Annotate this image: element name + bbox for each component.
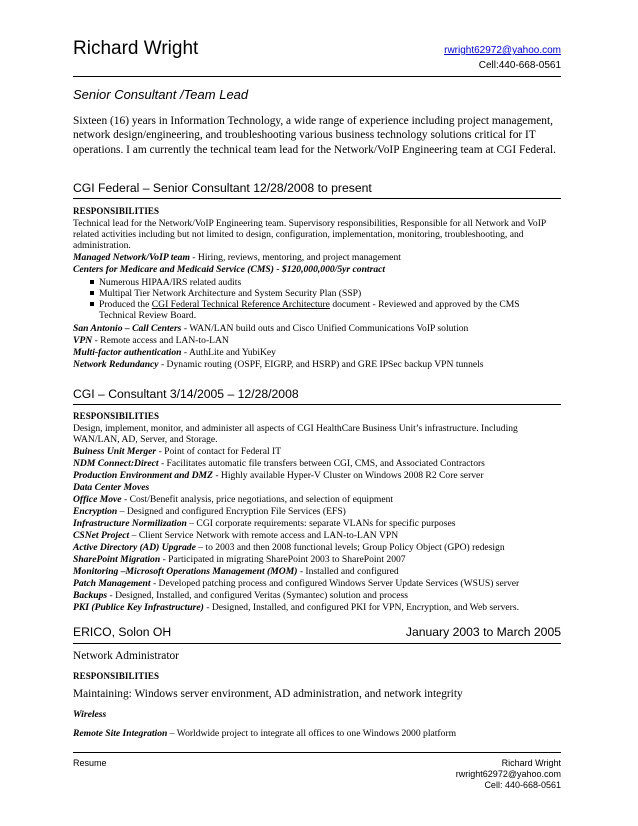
bullet-text: Numerous HIPAA/IRS related audits (99, 277, 242, 288)
job2-item-text: – to 2003 and then 2008 functional levels; Group Policy Object (GPO) redesign (195, 542, 505, 553)
job2-responsibilities-label: RESPONSIBILITIES (73, 411, 160, 421)
job2-item (73, 446, 563, 457)
job2-item (73, 542, 563, 553)
managed-team-label: Managed Network/VoIP team (73, 252, 190, 263)
job2-item (73, 578, 563, 589)
job2-item (73, 458, 563, 469)
job2-item-text: - Highly available Hyper-V Cluster on Windows 2008 R2 Core server (212, 470, 484, 481)
job2-item (73, 554, 563, 565)
job1-cms-contract: Centers for Medicare and Medicaid Service (CMS) - $120,000,000/5yr contract (73, 264, 386, 275)
job2-item-label: Patch Management (73, 578, 151, 589)
job-title: Senior Consultant /Team Lead (73, 87, 249, 102)
job2-item (73, 494, 563, 505)
header-divider (73, 76, 561, 77)
job2-item-text: - Point of contact for Federal IT (156, 446, 282, 457)
job2-item-label: SharePoint Migration (73, 554, 161, 565)
job1-mfa (73, 347, 563, 358)
job2-item-text: - Participated in migrating SharePoint 2003 to SharePoint 2007 (160, 554, 406, 565)
job2-heading: CGI – Consultant 3/14/2005 – 12/28/2008 (73, 387, 299, 401)
job1-vpn (73, 335, 563, 346)
job2-item (73, 590, 563, 601)
job3-wireless: Wireless (73, 709, 107, 720)
professional-summary: Sixteen (16) years in Information Technology, a wide range of experience including project management, network design/engineering, and troubleshooting various business technology solutions critical for IT operations. I am currently the technical team lead for the Network/VoIP Engineering team at CGI Federal. (73, 115, 556, 156)
job3-divider (73, 643, 561, 644)
remote-site-label: Remote Site Integration (73, 728, 168, 739)
vpn-text: - Remote access and LAN-to-LAN (92, 335, 229, 346)
candidate-name: Richard Wright (73, 38, 199, 59)
job2-item-label: NDM Connect:Direct (73, 458, 159, 469)
job2-item-text: - Facilitates automatic file transfers between CGI, CMS, and Associated Contractors (158, 458, 485, 469)
bullet-text: Produced the (99, 299, 152, 310)
footer-resume-label: Resume (73, 758, 107, 768)
job2-item-text: – Client Service Network with remote access and LAN-to-LAN VPN (129, 530, 399, 541)
job1-san-antonio (73, 323, 563, 334)
job3-company: ERICO, Solon OH (73, 625, 172, 639)
job1-network-redundancy (73, 359, 563, 370)
job1-responsibilities-label: RESPONSIBILITIES (73, 206, 160, 216)
job2-item-text: - Designed, Installed, and configured PKI for VPN, Encryption, and Web servers. (203, 602, 519, 613)
header-email-link[interactable]: rwright62972@yahoo.com (444, 45, 561, 56)
reference-architecture-link[interactable]: CGI Federal Technical Reference Architecture (151, 299, 330, 310)
bullet-item (73, 288, 543, 299)
job1-heading: CGI Federal – Senior Consultant 12/28/2008 to present (73, 181, 372, 195)
san-antonio-text: - WAN/LAN build outs and Cisco Unified Communications VoIP solution (181, 323, 469, 334)
job2-item (73, 518, 563, 529)
job2-item-label: Backups (73, 590, 108, 601)
job2-item (73, 566, 563, 577)
footer-email: rwright62972@yahoo.com (455, 769, 561, 779)
job2-item-label: Data Center Moves (73, 482, 150, 493)
footer-divider (73, 752, 561, 753)
job2-item-label: Encryption (73, 506, 118, 517)
bullet-item (73, 277, 543, 288)
footer-cell: Cell: 440-668-0561 (484, 780, 561, 790)
job1-divider (73, 198, 561, 199)
job2-item-text: - Designed, Installed, and configured Veritas (Symantec) solution and process (107, 590, 409, 601)
job3-dates: January 2003 to March 2005 (405, 625, 561, 639)
job2-item-label: PKI (Publice Key Infrastructure) (73, 602, 204, 613)
remote-site-text: – Worldwide project to integrate all offices to one Windows 2000 platform (167, 728, 457, 739)
job2-item (73, 506, 563, 517)
job2-item-label: Monitoring –Microsoft Operations Management (MOM) (73, 566, 298, 577)
job3-responsibilities-label: RESPONSIBILITIES (73, 671, 160, 681)
job1-responsibilities-text: Technical lead for the Network/VoIP Engineering team. Supervisory responsibilities, Responsible for all Network and VoIP related activities including but not limited to design, configuration, implementation, monitoring, troubleshooting, and administration. (73, 218, 546, 251)
bullet-text: Multipal Tier Network Architecture and System Security Plan (SSP) (99, 288, 362, 299)
network-redundancy-label: Network Redundancy (73, 359, 159, 370)
job2-item (73, 482, 563, 493)
job2-item-text: – Designed and configured Encryption File Services (EFS) (117, 506, 346, 517)
vpn-label: VPN (73, 335, 93, 346)
bullet-square-icon (90, 302, 94, 306)
san-antonio-label: San Antonio – Call Centers (73, 323, 182, 334)
job2-item (73, 602, 563, 613)
mfa-label: Multi-factor authentication (73, 347, 182, 358)
job2-item-label: Office Move (73, 494, 122, 505)
bullet-item (73, 299, 543, 321)
job2-item (73, 530, 563, 541)
job2-item-label: CSNet Project (73, 530, 130, 541)
job2-item-label: Infrastructure Normilization (73, 518, 187, 529)
job3-role: Network Administrator (73, 650, 179, 662)
bullet-square-icon (90, 280, 94, 284)
job2-item-label: Buiness Unit Merger (73, 446, 157, 457)
managed-team-text: - Hiring, reviews, mentoring, and project management (189, 252, 401, 263)
job3-maintaining: Maintaining: Windows server environment, AD administration, and network integrity (73, 688, 463, 700)
header-cell-phone: Cell:440-668-0561 (478, 60, 561, 71)
bullet-square-icon (90, 291, 94, 295)
mfa-text: - AuthLite and YubiKey (181, 347, 276, 358)
job2-item-text: - Developed patching process and configured Windows Server Update Services (WSUS) server (150, 578, 520, 589)
job2-item-label: Active Directory (AD) Upgrade (73, 542, 196, 553)
job3-remote-site (73, 728, 563, 739)
job2-item-text: - Installed and configured (297, 566, 399, 577)
job2-responsibilities-text: Design, implement, monitor, and administer all aspects of CGI HealthCare Business Unit’s infrastructure. Including WAN/LAN, AD, Server, and Storage. (73, 423, 518, 445)
footer-name: Richard Wright (501, 758, 561, 768)
job1-cms-bullets (73, 277, 543, 321)
network-redundancy-text: - Dynamic routing (OSPF, EIGRP, and HSRP) and GRE IPSec backup VPN tunnels (158, 359, 484, 370)
job2-divider (73, 404, 561, 405)
job2-item (73, 470, 563, 481)
bullet-text: document - Reviewed and approved by the CMS Technical Review Board. (99, 299, 520, 321)
job2-item-text: - Cost/Benefit analysis, price negotiations, and selection of equipment (121, 494, 394, 505)
job2-item-text: – CGI corporate requirements: separate VLANs for specific purposes (186, 518, 456, 529)
job2-item-label: Production Environment and DMZ (73, 470, 213, 481)
job1-managed-team (73, 252, 563, 263)
